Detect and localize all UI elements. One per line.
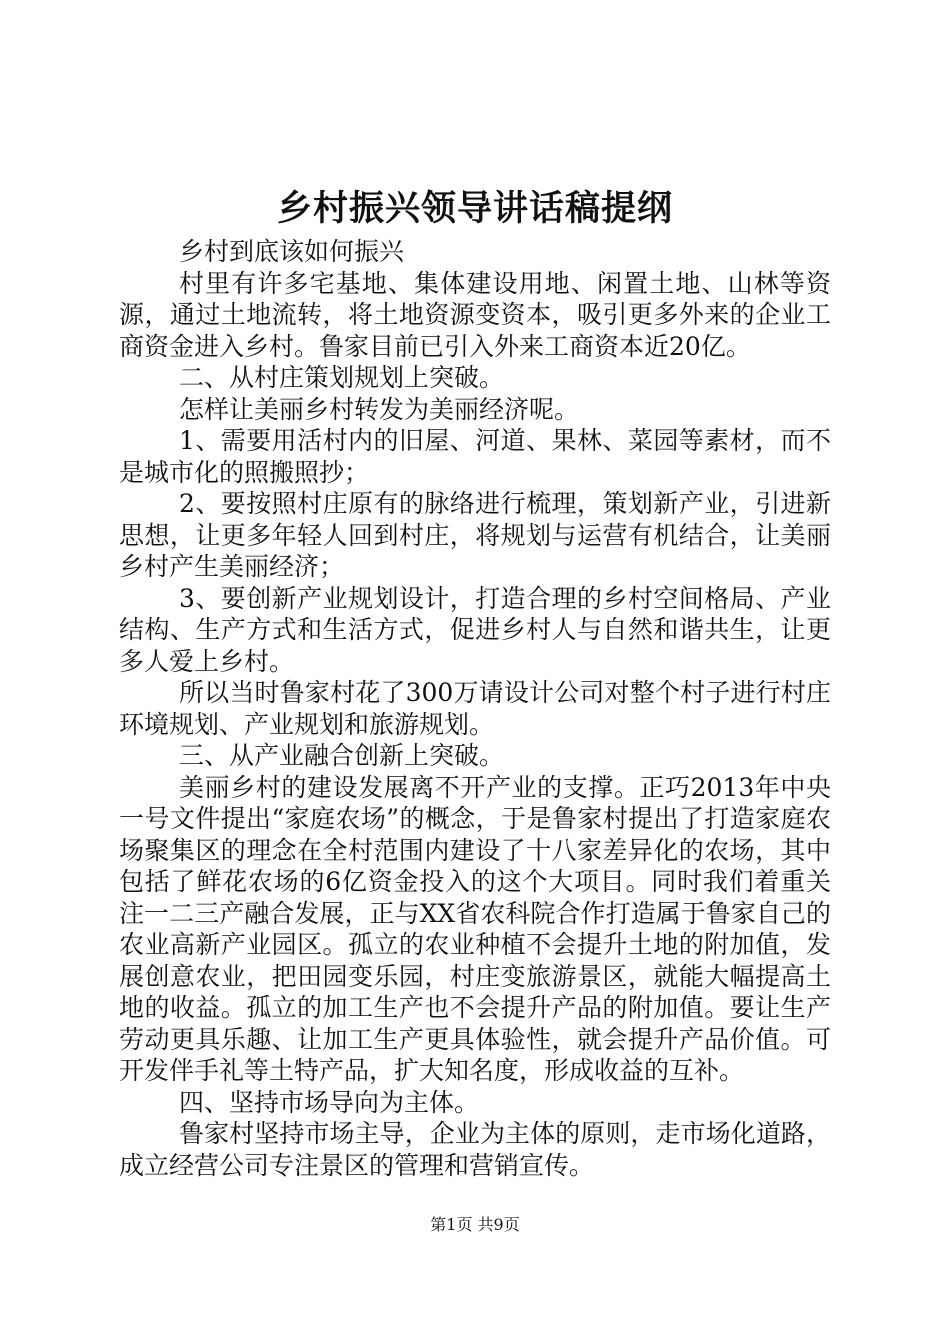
paragraph-7: 3、要创新产业规划设计，打造合理的乡村空间格局、产业结构、生产方式和生活方式，促进乡村人与自然和谐共生，让更多人爱上乡村。 [119,583,831,676]
paragraph-4: 怎样让美丽乡村转发为美丽经济呢。 [179,394,580,424]
paragraph-10: 美丽乡村的建设发展离不开产业的支撑。正巧2013年中央一号文件提出“家庭农场”的概念，于是鲁家村提出了打造家庭农场聚集区的理念在全村范围内建设了十八家差异化的农场，其中包括了鲜花农场的6亿资金投入的这个大项目。同时我们着重关注一二三产融合发展，正与XX省农科院合作打造属于鲁家自己的农业高新产业园区。孤立的农业种植不会提升土地的附加值，发展创意农业，把田园变乐园，村庄变旅游景区，就能大幅提高土地的收益。孤立的加工生产也不会提升产品的附加值。要让生产劳动更具乐趣、让加工生产更具体验性，就会提升产品价值。可开发伴手礼等土特产品，扩大知名度，形成收益的互补。 [119,772,831,1085]
paragraph-6: 2、要按照村庄原有的脉络进行梳理，策划新产业，引进新思想，让更多年轻人回到村庄，将规划与运营有机结合，让美丽乡村产生美丽经济； [119,489,831,581]
paragraph-2: 村里有许多宅基地、集体建设用地、闲置土地、山林等资源，通过土地流转，将土地资源变资本，吸引更多外来的企业工商资金进入乡村。鲁家目前已引入外来工商资本近20亿。 [119,268,831,361]
paragraph-1: 乡村到底该如何振兴 [179,237,405,266]
paragraph-5: 1、需要用活村内的旧屋、河道、果林、菜园等素材，而不是城市化的照搬照抄； [119,426,831,487]
paragraph-3: 二、从村庄策划规划上突破。 [179,363,505,392]
paragraph-9: 三、从产业融合创新上突破。 [179,741,505,770]
paragraph-11: 四、坚持市场导向为主体。 [179,1087,480,1117]
page-footer: 第1页 共9页 [430,1215,520,1234]
paragraph-12: 鲁家村坚持市场主导，企业为主体的原则，走市场化道路，成立经营公司专注景区的管理和营销宣传。 [119,1119,831,1180]
document-title: 乡村振兴领导讲话稿提纲 [276,188,673,229]
document-body [119,236,831,1181]
paragraph-8: 所以当时鲁家村花了300万请设计公司对整个村子进行村庄环境规划、产业规划和旅游规划。 [119,678,831,739]
